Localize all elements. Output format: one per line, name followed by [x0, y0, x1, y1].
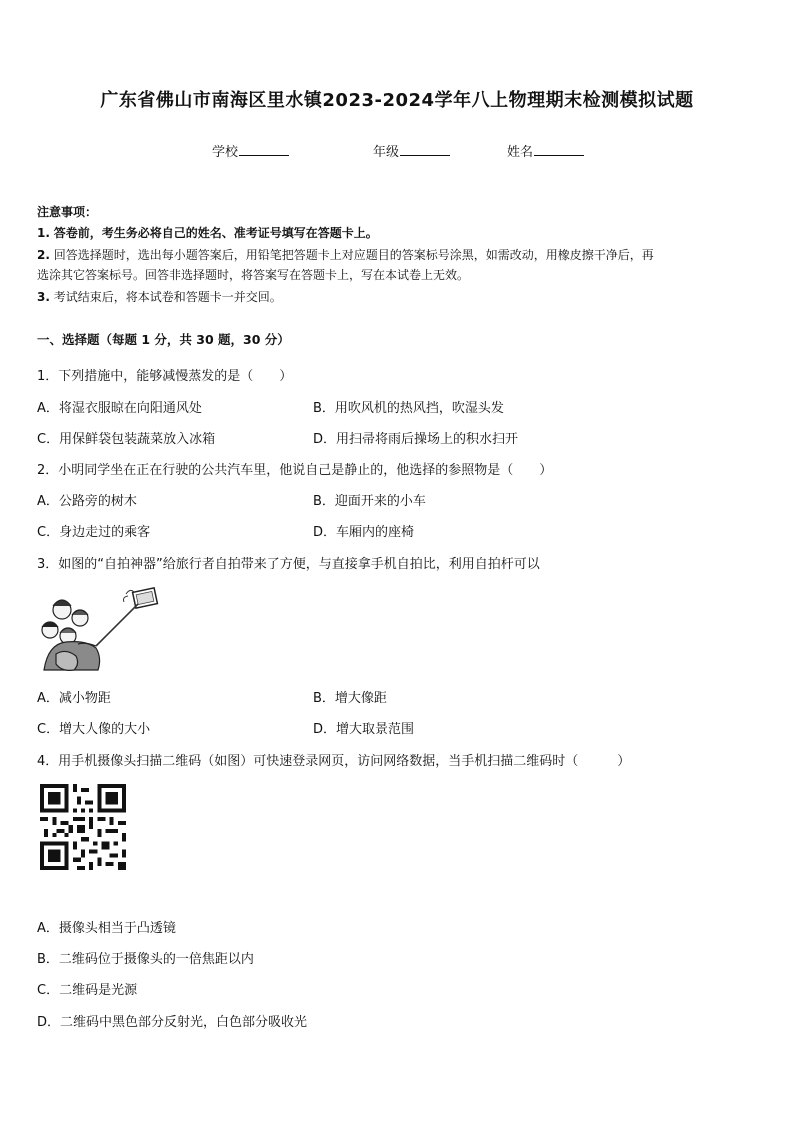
- selfie-stick-figure: [38, 584, 162, 672]
- qr-code-image: [40, 784, 126, 870]
- school-label: 学校: [212, 145, 239, 160]
- section-title: 一、选择题（每题 1 分，共 30 题，30 分）: [37, 332, 290, 347]
- note-number: 3.: [37, 290, 50, 304]
- option-a[interactable]: A．摄像头相当于凸透镜: [37, 921, 176, 936]
- option-b[interactable]: B．迎面开来的小车: [313, 494, 426, 509]
- note-text: 考试结束后，将本试卷和答题卡一并交回。: [53, 290, 282, 304]
- option-d[interactable]: D．用扫帚将雨后操场上的积水扫开: [313, 432, 519, 447]
- note-number: 2.: [37, 248, 50, 262]
- name-label: 姓名: [507, 145, 534, 160]
- note-text: 答卷前，考生务必将自己的姓名、准考证号填写在答题卡上。: [53, 226, 378, 240]
- name-field[interactable]: [507, 141, 584, 160]
- option-c[interactable]: C．增大人像的大小: [37, 722, 151, 737]
- note-text: 选涂其它答案标号。回答非选择题时，将答案写在答题卡上，写在本试卷上无效。: [37, 268, 470, 282]
- option-a[interactable]: A．公路旁的树木: [37, 494, 137, 509]
- option-c[interactable]: C．身边走过的乘客: [37, 525, 151, 540]
- selfie-stick: [96, 604, 138, 646]
- option-c[interactable]: C．二维码是光源: [37, 983, 138, 998]
- option-a[interactable]: A．减小物距: [37, 691, 111, 706]
- grade-label: 年级: [373, 145, 400, 160]
- option-b[interactable]: B．用吹风机的热风挡，吹湿头发: [313, 401, 504, 416]
- option-d[interactable]: D．车厢内的座椅: [313, 525, 415, 540]
- question-stem: 4．用手机摄像头扫描二维码（如图）可快速登录网页，访问网络数据，当手机扫描二维码时（ ）: [37, 754, 631, 769]
- note-number: 1.: [37, 226, 50, 240]
- note-item: [37, 246, 654, 263]
- option-d[interactable]: D．二维码中黑色部分反射光，白色部分吸收光: [37, 1015, 308, 1030]
- question-stem: 2．小明同学坐在正在行驶的公共汽车里，他说自己是静止的，他选择的参照物是（ ）: [37, 463, 553, 478]
- option-a[interactable]: A．将湿衣服晾在向阳通风处: [37, 401, 202, 416]
- grade-blank[interactable]: [400, 143, 450, 156]
- note-text: 回答选择题时，选出每小题答案后，用铅笔把答题卡上对应题目的答案标号涂黑，如需改动，用橡皮擦干净后，再: [53, 248, 654, 262]
- question-stem: 1．下列措施中，能够减慢蒸发的是（ ）: [37, 369, 293, 384]
- notes-heading: 注意事项：: [37, 205, 98, 219]
- phone-icon: [124, 588, 158, 608]
- note-item: [37, 224, 378, 241]
- note-item: [37, 266, 469, 283]
- note-item: [37, 288, 282, 305]
- school-blank[interactable]: [239, 143, 289, 156]
- option-c[interactable]: C．用保鲜袋包装蔬菜放入冰箱: [37, 432, 216, 447]
- school-field[interactable]: [212, 141, 289, 160]
- grade-field[interactable]: [373, 141, 450, 160]
- page-title: 广东省佛山市南海区里水镇2023-2024学年八上物理期末检测模拟试题: [100, 90, 694, 111]
- name-blank[interactable]: [534, 143, 584, 156]
- option-b[interactable]: B．二维码位于摄像头的一倍焦距以内: [37, 952, 254, 967]
- option-b[interactable]: B．增大像距: [313, 691, 387, 706]
- tourists-group: [42, 600, 100, 670]
- question-stem: 3．如图的“自拍神器”给旅行者自拍带来了方便，与直接拿手机自拍比，利用自拍杆可以: [37, 557, 540, 572]
- option-d[interactable]: D．增大取景范围: [313, 722, 415, 737]
